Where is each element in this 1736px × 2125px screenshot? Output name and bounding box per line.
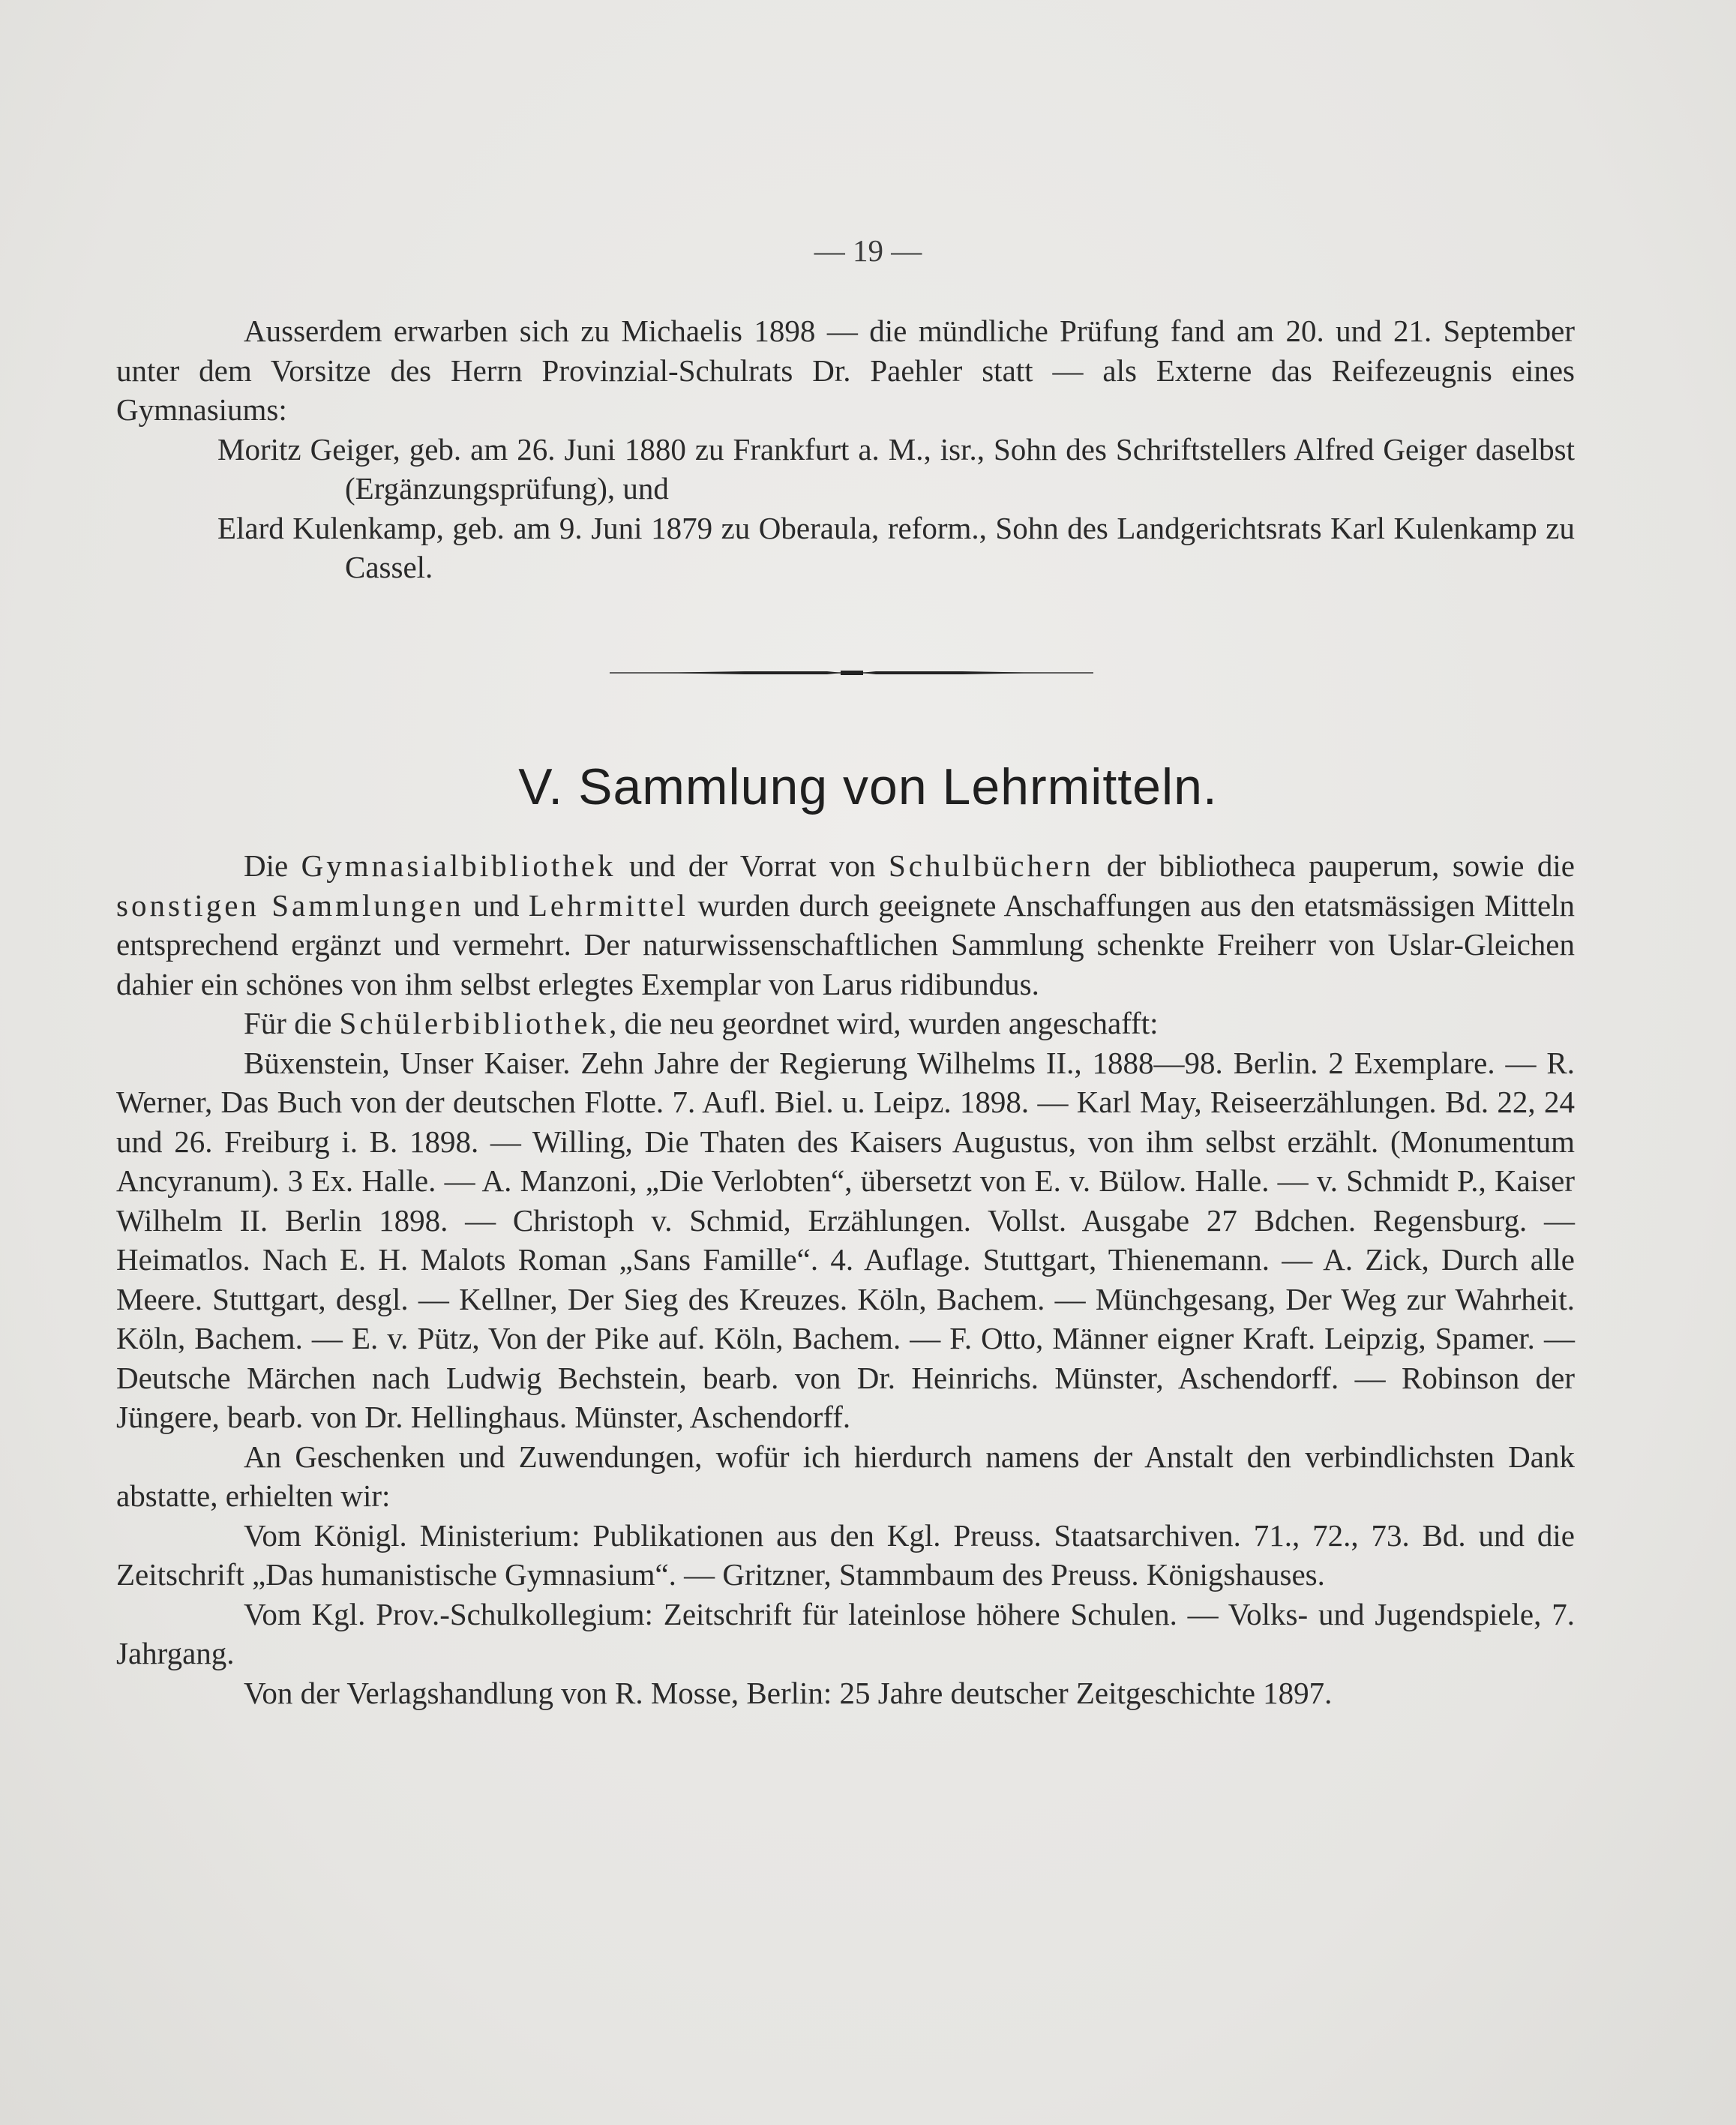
library-mid-text: und der Vorrat von bbox=[628, 848, 876, 883]
library-mid-text-2: der bibliotheca pauperum, sowie die bbox=[1106, 848, 1575, 883]
student-library-term: Schülerbibliothek bbox=[339, 1006, 610, 1040]
section-divider-rule bbox=[610, 670, 1093, 676]
library-term-gymnasial: Gymnasialbibliothek bbox=[301, 848, 616, 883]
acquisitions-list-paragraph: Büxenstein, Unser Kaiser. Zehn Jahre der Regierung Wilhelms II., 1888—98. Berlin. 2 Exemplare. — R. Werner, Das Buch von der deutschen Flotte. 7. Aufl. Biel. u. Leipz. 1898. — Karl May, Reiseerzählungen. Bd. 22, 24 und 26. Freiburg i. B. 1898. — Willing, Die Thaten des Kaisers Augustus, von ihm selbst erzählt. (Monumentum Ancyranum). 3 Ex. Halle. — A. Manzoni, „Die Verlobten“, übersetzt von E. v. Bülow. Halle. — v. Schmidt P., Kaiser Wilhelm II. Berlin 1898. — Christoph v. Schmid, Erzählungen. Vollst. Ausgabe 27 Bdchen. Regensburg. — Heimatlos. Nach E. H. Malots Roman „Sans Famille“. 4. Auflage. Stuttgart, Thienemann. — A. Zick, Durch alle Meere. Stuttgart, desgl. — Kellner, Der Sieg des Kreuzes. Köln, Bachem. — Münchgesang, Der Weg zur Wahrheit. Köln, Bachem. — E. v. Pütz, Von der Pike auf. Köln, Bachem. — F. Otto, Männer eigner Kraft. Leipzig, Spamer. — Deutsche Märchen nach Ludwig Bechstein, bearb. von Dr. Heinrichs. Münster, Aschendorff. — Robinson der Jüngere, bearb. von Dr. Hellinghaus. Münster, Aschendorff. bbox=[116, 1045, 1575, 1434]
page-number: — 19 — bbox=[814, 233, 922, 268]
gift-schulkollegium-paragraph: Vom Kgl. Prov.-Schulkollegium: Zeitschrift für lateinlose höhere Schulen. — Volks- und Jugendspiele, 7. Jahrgang. bbox=[116, 1596, 1575, 1670]
library-rest-text: wurden durch geeignete Anschaffungen aus den etatsmässigen Mitteln entsprechend ergänzt und vermehrt. Der naturwissenschaftlichen Sammlung schenkte Freiherr von Uslar-Gleichen dahier ein schönes von ihm selbst erlegtes Exemplar von Larus ridibundus. bbox=[116, 887, 1576, 1001]
library-lead-text: Die bbox=[244, 848, 289, 883]
library-term-sammlungen: sonstigen Sammlungen bbox=[116, 887, 464, 923]
gift-mosse-paragraph: Von der Verlagshandlung von R. Mosse, Berlin: 25 Jahre deutscher Zeitgeschichte 1897. bbox=[244, 1675, 1333, 1710]
student-library-lead: Für die bbox=[244, 1006, 332, 1040]
gift-ministry-paragraph: Vom Königl. Ministerium: Publikationen aus den Kgl. Preuss. Staatsarchiven. 71., 72., 73. Bd. und die Zeitschrift „Das humanistische Gymnasium“. — Gritzner, Stammbaum des Preuss. Königshauses. bbox=[116, 1517, 1575, 1592]
student-library-paragraph bbox=[116, 1004, 1575, 1043]
library-term-schulbuecher: Schulbüchern bbox=[888, 848, 1094, 883]
library-paragraph bbox=[116, 846, 1575, 1004]
exam-section bbox=[116, 311, 1575, 587]
candidate-entry-kulenkamp: Elard Kulenkamp, geb. am 9. Juni 1879 zu Oberaula, reform., Sohn des Landgerichtsrats Karl Kulenkamp zu Cassel. bbox=[217, 510, 1575, 584]
student-library-rest: , die neu geordnet wird, wurden angeschafft: bbox=[609, 1006, 1159, 1040]
gifts-intro-paragraph: An Geschenken und Zuwendungen, wofür ich hierdurch namens der Anstalt den verbindlichsten Dank abstatte, erhielten wir: bbox=[116, 1439, 1575, 1513]
teaching-materials-section bbox=[116, 846, 1575, 1712]
exam-intro-paragraph: Ausserdem erwarben sich zu Michaelis 1898 — die mündliche Prüfung fand am 20. und 21. September unter dem Vorsitze des Herrn Provinzial-Schulrats Dr. Paehler statt — als Externe das Reifezeugnis eines Gymnasiums: bbox=[116, 314, 1575, 427]
section-heading: V. Sammlung von Lehrmitteln. bbox=[518, 758, 1218, 815]
library-term-lehrmittel: Lehrmittel bbox=[528, 887, 688, 923]
candidate-entry-geiger: Moritz Geiger, geb. am 26. Juni 1880 zu Frankfurt a. M., isr., Sohn des Schriftstellers Alfred Geiger daselbst (Ergänzungsprüfung), und bbox=[217, 431, 1575, 506]
library-mid-text-3: und bbox=[473, 887, 520, 923]
